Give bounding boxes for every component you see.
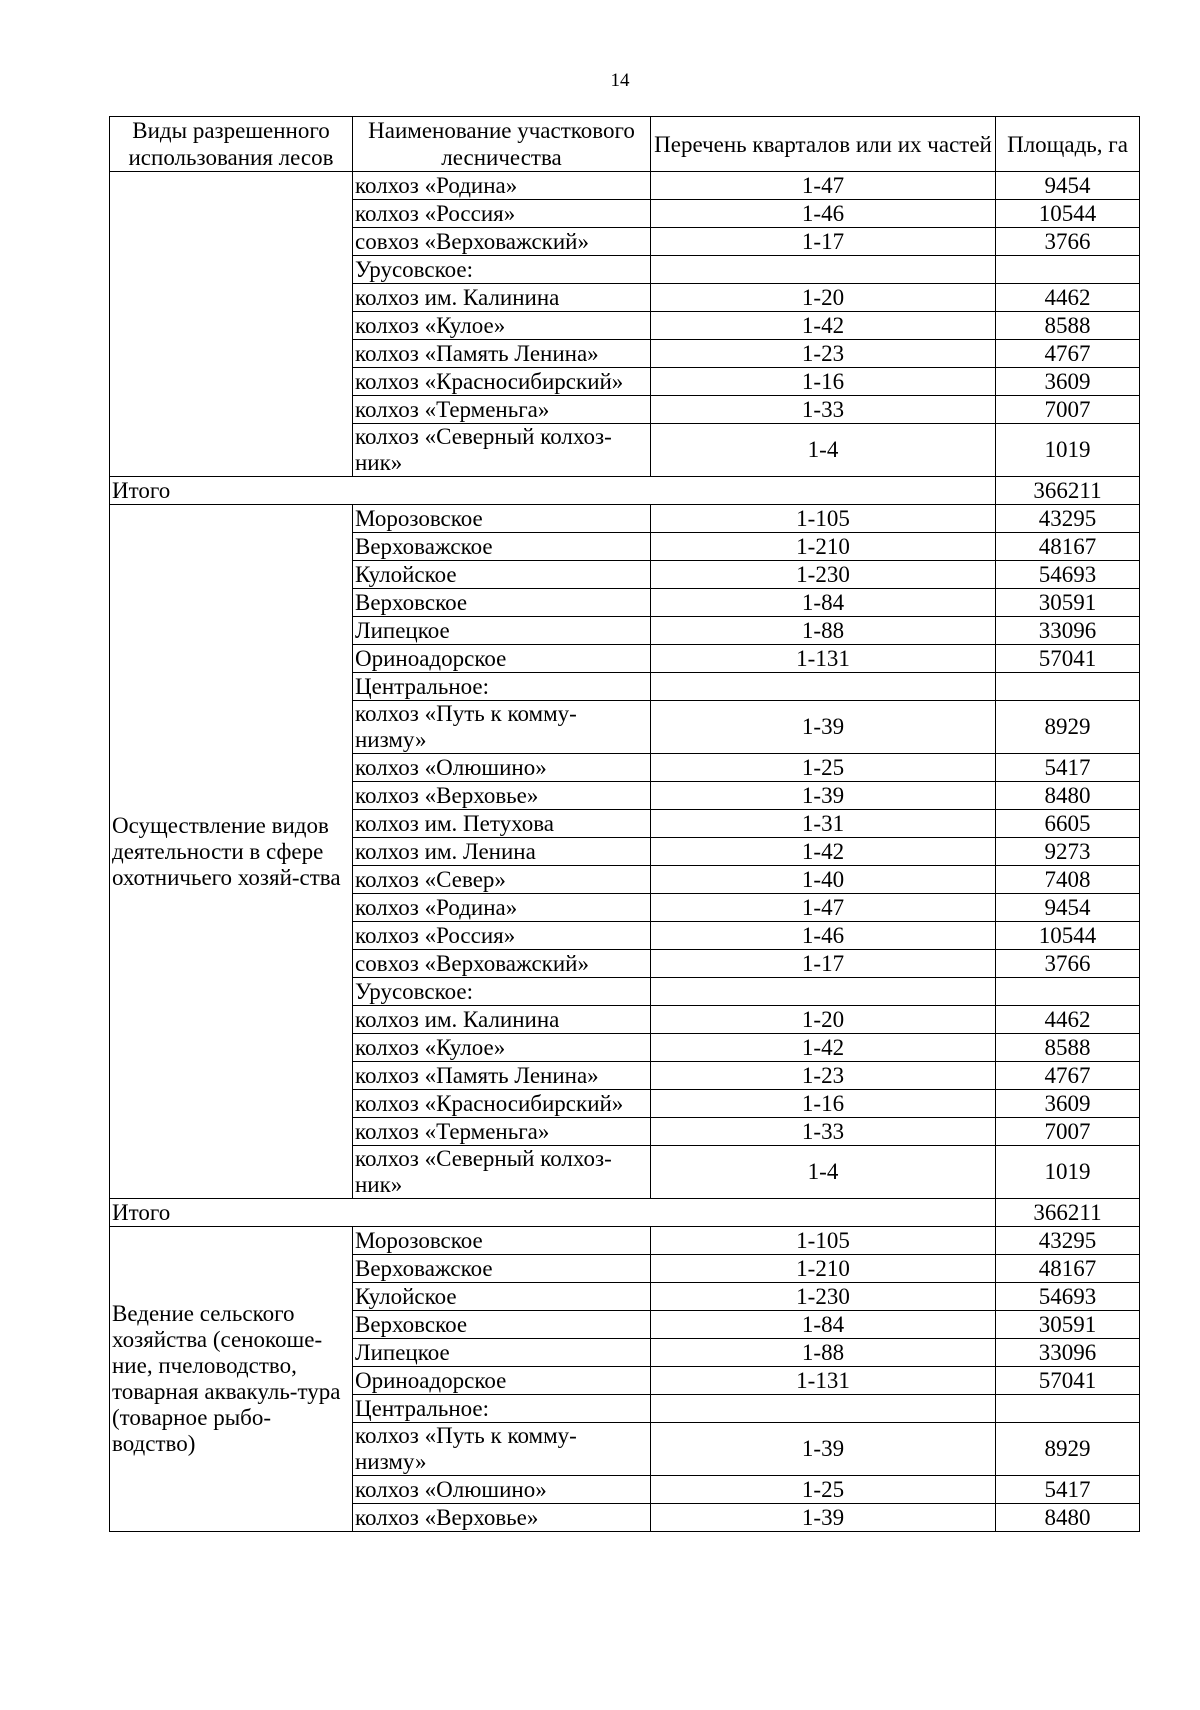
area-cell: 57041 [996, 1367, 1140, 1395]
total-label: Итого [110, 477, 996, 505]
area-cell: 43295 [996, 505, 1140, 533]
total-row [110, 1199, 1140, 1227]
forestry-name-cell: Верховское [353, 589, 651, 617]
area-cell: 5417 [996, 1476, 1140, 1504]
area-cell: 3766 [996, 950, 1140, 978]
area-cell: 4767 [996, 1062, 1140, 1090]
header-area: Площадь, га [996, 117, 1140, 172]
total-area: 366211 [996, 1199, 1140, 1227]
forestry-name-cell: колхоз «Олюшино» [353, 1476, 651, 1504]
forestry-name-cell: Ориноадорское [353, 1367, 651, 1395]
quarters-cell: 1-105 [651, 1227, 996, 1255]
area-cell: 4767 [996, 340, 1140, 368]
forestry-name-cell: колхоз «Кулое» [353, 1034, 651, 1062]
area-cell: 7408 [996, 866, 1140, 894]
quarters-cell: 1-42 [651, 1034, 996, 1062]
forestry-name-cell: колхоз «Северный колхоз-ник» [353, 1146, 651, 1199]
table-header-row [110, 117, 1140, 172]
quarters-cell: 1-42 [651, 312, 996, 340]
area-cell: 54693 [996, 1283, 1140, 1311]
area-cell: 3609 [996, 368, 1140, 396]
header-forestry: Наименование участкового лесничества [353, 117, 651, 172]
quarters-cell [651, 256, 996, 284]
forestry-name-cell: колхоз «Путь к комму-низму» [353, 1423, 651, 1476]
quarters-cell: 1-20 [651, 284, 996, 312]
forestry-name-cell: колхоз «Северный колхоз-ник» [353, 424, 651, 477]
quarters-cell: 1-17 [651, 228, 996, 256]
area-cell: 3609 [996, 1090, 1140, 1118]
area-cell: 57041 [996, 645, 1140, 673]
quarters-cell: 1-47 [651, 894, 996, 922]
quarters-cell: 1-40 [651, 866, 996, 894]
forestry-name-cell: Кулойское [353, 1283, 651, 1311]
quarters-cell: 1-46 [651, 922, 996, 950]
forestry-name-cell: Липецкое [353, 617, 651, 645]
forestry-name-cell: Липецкое [353, 1339, 651, 1367]
quarters-cell: 1-39 [651, 1504, 996, 1532]
forestry-name-cell: колхоз «Родина» [353, 894, 651, 922]
quarters-cell: 1-39 [651, 701, 996, 754]
quarters-cell: 1-23 [651, 340, 996, 368]
forestry-name-cell: колхоз «Россия» [353, 200, 651, 228]
forestry-name-cell: Урусовское: [353, 256, 651, 284]
area-cell: 4462 [996, 1006, 1140, 1034]
page-number: 14 [610, 70, 630, 91]
forestry-name-cell: колхоз «Север» [353, 866, 651, 894]
area-cell: 4462 [996, 284, 1140, 312]
area-cell: 8588 [996, 312, 1140, 340]
quarters-cell: 1-33 [651, 1118, 996, 1146]
quarters-cell: 1-16 [651, 368, 996, 396]
area-cell [996, 673, 1140, 701]
area-cell: 10544 [996, 200, 1140, 228]
quarters-cell: 1-25 [651, 754, 996, 782]
forestry-name-cell: совхоз «Верховажский» [353, 950, 651, 978]
area-cell: 30591 [996, 1311, 1140, 1339]
area-cell: 33096 [996, 1339, 1140, 1367]
area-cell: 33096 [996, 617, 1140, 645]
area-cell: 48167 [996, 1255, 1140, 1283]
quarters-cell: 1-47 [651, 172, 996, 200]
forestry-name-cell: колхоз «Кулое» [353, 312, 651, 340]
quarters-cell: 1-23 [651, 1062, 996, 1090]
use-type-cell: Ведение сельского хозяйства (сенокоше-ние, пчеловодство, товарная аквакуль-тура (товарное рыбо-водство) [110, 1227, 353, 1532]
quarters-cell: 1-230 [651, 561, 996, 589]
quarters-cell: 1-4 [651, 1146, 996, 1199]
forestry-name-cell: Верховажское [353, 533, 651, 561]
forestry-name-cell: колхоз «Память Ленина» [353, 340, 651, 368]
forestry-name-cell: Верховажское [353, 1255, 651, 1283]
quarters-cell: 1-42 [651, 838, 996, 866]
quarters-cell: 1-210 [651, 1255, 996, 1283]
table-body [110, 172, 1140, 1532]
forestry-name-cell: колхоз «Красносибирский» [353, 1090, 651, 1118]
use-type-cell: Осуществление видов деятельности в сфере охотничьего хозяй-ства [110, 505, 353, 1199]
area-cell: 8480 [996, 1504, 1140, 1532]
area-cell: 8588 [996, 1034, 1140, 1062]
quarters-cell: 1-230 [651, 1283, 996, 1311]
area-cell [996, 1395, 1140, 1423]
area-cell: 10544 [996, 922, 1140, 950]
area-cell: 48167 [996, 533, 1140, 561]
quarters-cell: 1-16 [651, 1090, 996, 1118]
header-use-type: Виды разрешенного использования лесов [110, 117, 353, 172]
quarters-cell: 1-17 [651, 950, 996, 978]
area-cell: 1019 [996, 424, 1140, 477]
forestry-name-cell: Морозовское [353, 505, 651, 533]
area-cell: 54693 [996, 561, 1140, 589]
area-cell: 8929 [996, 1423, 1140, 1476]
table-row [110, 1227, 1140, 1255]
forestry-name-cell: колхоз «Красносибирский» [353, 368, 651, 396]
forestry-name-cell: колхоз «Путь к комму-низму» [353, 701, 651, 754]
quarters-cell: 1-84 [651, 1311, 996, 1339]
forestry-name-cell: Верховское [353, 1311, 651, 1339]
area-cell: 9454 [996, 172, 1140, 200]
quarters-cell [651, 1395, 996, 1423]
forestry-name-cell: колхоз «Терменьга» [353, 396, 651, 424]
table-row [110, 172, 1140, 200]
forestry-name-cell: колхоз «Родина» [353, 172, 651, 200]
table-row [110, 505, 1140, 533]
forestry-name-cell: Кулойское [353, 561, 651, 589]
area-cell: 3766 [996, 228, 1140, 256]
area-cell: 8929 [996, 701, 1140, 754]
quarters-cell: 1-88 [651, 1339, 996, 1367]
total-label: Итого [110, 1199, 996, 1227]
quarters-cell: 1-46 [651, 200, 996, 228]
quarters-cell: 1-84 [651, 589, 996, 617]
area-cell [996, 256, 1140, 284]
forestry-name-cell: Центральное: [353, 1395, 651, 1423]
header-quarters: Перечень кварталов или их частей [651, 117, 996, 172]
forestry-name-cell: колхоз «Верховье» [353, 1504, 651, 1532]
total-row [110, 477, 1140, 505]
forest-use-table [109, 116, 1140, 1532]
area-cell: 7007 [996, 396, 1140, 424]
area-cell: 6605 [996, 810, 1140, 838]
quarters-cell: 1-39 [651, 1423, 996, 1476]
forestry-name-cell: Центральное: [353, 673, 651, 701]
area-cell: 7007 [996, 1118, 1140, 1146]
quarters-cell [651, 673, 996, 701]
forestry-name-cell: колхоз «Терменьга» [353, 1118, 651, 1146]
quarters-cell: 1-31 [651, 810, 996, 838]
forestry-name-cell: колхоз им. Ленина [353, 838, 651, 866]
quarters-cell: 1-210 [651, 533, 996, 561]
use-type-cell [110, 172, 353, 477]
quarters-cell: 1-131 [651, 645, 996, 673]
forestry-name-cell: колхоз «Россия» [353, 922, 651, 950]
forestry-name-cell: колхоз «Память Ленина» [353, 1062, 651, 1090]
forestry-name-cell: Ориноадорское [353, 645, 651, 673]
area-cell: 9273 [996, 838, 1140, 866]
forestry-name-cell: колхоз им. Калинина [353, 1006, 651, 1034]
quarters-cell: 1-131 [651, 1367, 996, 1395]
quarters-cell: 1-20 [651, 1006, 996, 1034]
area-cell: 9454 [996, 894, 1140, 922]
forestry-name-cell: Урусовское: [353, 978, 651, 1006]
area-cell: 5417 [996, 754, 1140, 782]
forestry-name-cell: совхоз «Верховажский» [353, 228, 651, 256]
forestry-name-cell: колхоз «Олюшино» [353, 754, 651, 782]
area-cell: 1019 [996, 1146, 1140, 1199]
quarters-cell: 1-105 [651, 505, 996, 533]
forestry-name-cell: колхоз им. Петухова [353, 810, 651, 838]
forestry-name-cell: колхоз им. Калинина [353, 284, 651, 312]
forestry-name-cell: колхоз «Верховье» [353, 782, 651, 810]
area-cell: 30591 [996, 589, 1140, 617]
quarters-cell: 1-33 [651, 396, 996, 424]
total-area: 366211 [996, 477, 1140, 505]
quarters-cell [651, 978, 996, 1006]
quarters-cell: 1-88 [651, 617, 996, 645]
quarters-cell: 1-4 [651, 424, 996, 477]
area-cell [996, 978, 1140, 1006]
area-cell: 8480 [996, 782, 1140, 810]
quarters-cell: 1-39 [651, 782, 996, 810]
area-cell: 43295 [996, 1227, 1140, 1255]
forestry-name-cell: Морозовское [353, 1227, 651, 1255]
quarters-cell: 1-25 [651, 1476, 996, 1504]
